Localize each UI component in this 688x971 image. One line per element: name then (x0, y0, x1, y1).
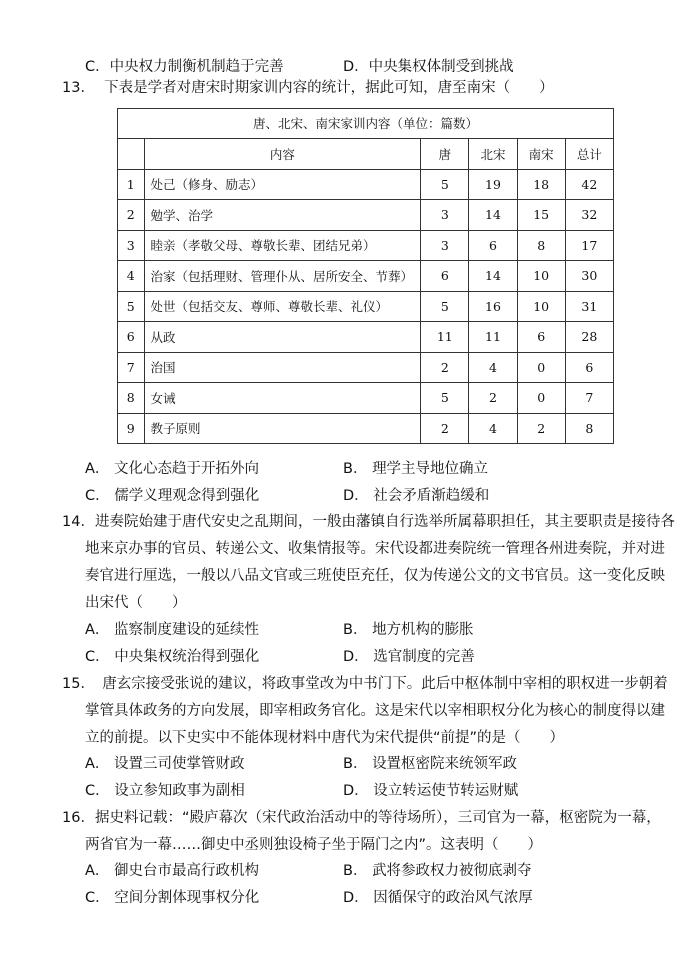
row-content: 睦亲（孝敬父母、尊敬长辈、团结兄弟） (144, 230, 421, 261)
row-no: 4 (118, 261, 145, 292)
table-row (118, 200, 614, 231)
row-content: 女诫 (144, 383, 421, 414)
row-bsong: 16 (469, 291, 517, 322)
row-tang: 11 (421, 322, 469, 353)
q15-option-b: B． 设置枢密院来统领军政 (343, 756, 518, 772)
row-bsong: 19 (469, 169, 517, 200)
q15-option-d: D． 设立转运使节转运财赋 (343, 783, 519, 799)
q13-option-c: C． 儒学义理观念得到强化 (85, 488, 260, 504)
q16-line-1: 16．据史料记载：“殿庐幕次（宋代政治活动中的等待场所），三司官为一幕，枢密院为一幕， (62, 810, 661, 826)
row-nsong: 0 (517, 352, 565, 383)
q15-option-a: A． 设置三司使掌管财政 (85, 756, 245, 772)
q13-table (117, 108, 614, 444)
header-no (118, 139, 145, 170)
q14-line-4: 出宋代（ ） (85, 595, 187, 611)
q14-option-d: D． 选官制度的完善 (343, 649, 475, 665)
row-no: 2 (118, 200, 145, 231)
row-nsong: 8 (517, 230, 565, 261)
row-nsong: 6 (517, 322, 565, 353)
q14-line-3: 奏官进行厘选，一般以八品文官或三班使臣充任，仅为传递公文的文书官员。这一变化反映 (85, 568, 665, 584)
table-caption: 唐、北宋、南宋家训内容（单位：篇数） (117, 108, 614, 138)
table-body (118, 169, 614, 444)
row-content: 治家（包括理财、管理仆从、居所安全、节葬） (144, 261, 421, 292)
row-total: 28 (565, 322, 613, 353)
q16-option-c: C． 空间分割体现事权分化 (85, 890, 260, 906)
row-content: 治国 (144, 352, 421, 383)
q13-option-b: B． 理学主导地位确立 (343, 461, 489, 477)
q16-option-d: D． 因循保守的政治风气浓厚 (343, 890, 533, 906)
row-content: 处世（包括交友、尊师、尊敬长辈、礼仪） (144, 291, 421, 322)
row-nsong: 0 (517, 383, 565, 414)
q13-option-d: D． 社会矛盾渐趋缓和 (343, 488, 490, 504)
header-tang: 唐 (421, 139, 469, 170)
table-row (118, 169, 614, 200)
row-bsong: 11 (469, 322, 517, 353)
table-row (118, 322, 614, 353)
table-header-row (118, 139, 614, 170)
row-bsong: 14 (469, 200, 517, 231)
q14-option-c: C． 中央集权统治得到强化 (85, 649, 260, 665)
row-no: 6 (118, 322, 145, 353)
row-total: 30 (565, 261, 613, 292)
row-bsong: 6 (469, 230, 517, 261)
row-total: 7 (565, 383, 613, 414)
q16-option-a: A． 御史台市最高行政机构 (85, 863, 260, 879)
row-no: 8 (118, 383, 145, 414)
row-tang: 5 (421, 291, 469, 322)
table-row (118, 413, 614, 444)
row-tang: 6 (421, 261, 469, 292)
row-content: 教子原则 (144, 413, 421, 444)
row-tang: 3 (421, 230, 469, 261)
q16-line-2: 两省官为一幕……御史中丞则独设椅子坐于隔门之内”。这表明（ ） (85, 837, 543, 853)
q12-option-d: D．中央集权体制受到挑战 (343, 59, 514, 75)
row-total: 42 (565, 169, 613, 200)
row-content: 从政 (144, 322, 421, 353)
header-nsong: 南宋 (517, 139, 565, 170)
table-row (118, 261, 614, 292)
q14-line-1: 14．进奏院始建于唐代安史之乱期间，一般由藩镇自行选举所属幕职担任，其主要职责是接待各 (62, 514, 675, 530)
row-bsong: 4 (469, 352, 517, 383)
table-row (118, 383, 614, 414)
q14-option-b: B． 地方机构的膨胀 (343, 622, 474, 638)
row-tang: 3 (421, 200, 469, 231)
table-row (118, 230, 614, 261)
q13-option-a: A． 文化心态趋于开拓外向 (85, 461, 260, 477)
row-nsong: 10 (517, 261, 565, 292)
row-total: 6 (565, 352, 613, 383)
header-bsong: 北宋 (469, 139, 517, 170)
q16-option-b: B． 武将参政权力被彻底剥夺 (343, 863, 532, 879)
row-total: 8 (565, 413, 613, 444)
row-no: 9 (118, 413, 145, 444)
row-nsong: 10 (517, 291, 565, 322)
row-tang: 5 (421, 169, 469, 200)
row-bsong: 2 (469, 383, 517, 414)
q15-line-1: 15． 唐玄宗接受张说的建议，将政事堂改为中书门下。此后中枢体制中宰相的职权进一步朝着 (62, 676, 668, 692)
row-no: 3 (118, 230, 145, 261)
q12-option-c: C．中央权力制衡机制趋于完善 (85, 59, 284, 75)
row-tang: 2 (421, 352, 469, 383)
row-total: 17 (565, 230, 613, 261)
q14-option-a: A． 监察制度建设的延续性 (85, 622, 260, 638)
row-nsong: 18 (517, 169, 565, 200)
row-no: 1 (118, 169, 145, 200)
row-total: 31 (565, 291, 613, 322)
row-tang: 2 (421, 413, 469, 444)
row-content: 勉学、治学 (144, 200, 421, 231)
table-row (118, 352, 614, 383)
header-total: 总计 (565, 139, 613, 170)
row-nsong: 15 (517, 200, 565, 231)
header-content: 内容 (144, 139, 421, 170)
table-row (118, 291, 614, 322)
q15-line-3: 立的前提。以下史实中不能体现材料中唐代为宋代提供“前提”的是（ ） (85, 730, 565, 746)
row-content: 处己（修身、励志） (144, 169, 421, 200)
q15-line-2: 掌管具体政务的方向发展，即宰相政务官化。这是宋代以宰相职权分化为核心的制度得以建 (85, 703, 665, 719)
row-total: 32 (565, 200, 613, 231)
row-no: 5 (118, 291, 145, 322)
row-bsong: 4 (469, 413, 517, 444)
q15-option-c: C． 设立参知政事为副相 (85, 783, 245, 799)
row-nsong: 2 (517, 413, 565, 444)
row-bsong: 14 (469, 261, 517, 292)
row-no: 7 (118, 352, 145, 383)
row-tang: 5 (421, 383, 469, 414)
q13-stem: 13． 下表是学者对唐宋时期家训内容的统计，据此可知，唐至南宋（ ） (62, 80, 554, 96)
q14-line-2: 地来京办事的官员、转递公文、收集情报等。宋代设都进奏院统一管理各州进奏院，并对进 (85, 541, 665, 557)
